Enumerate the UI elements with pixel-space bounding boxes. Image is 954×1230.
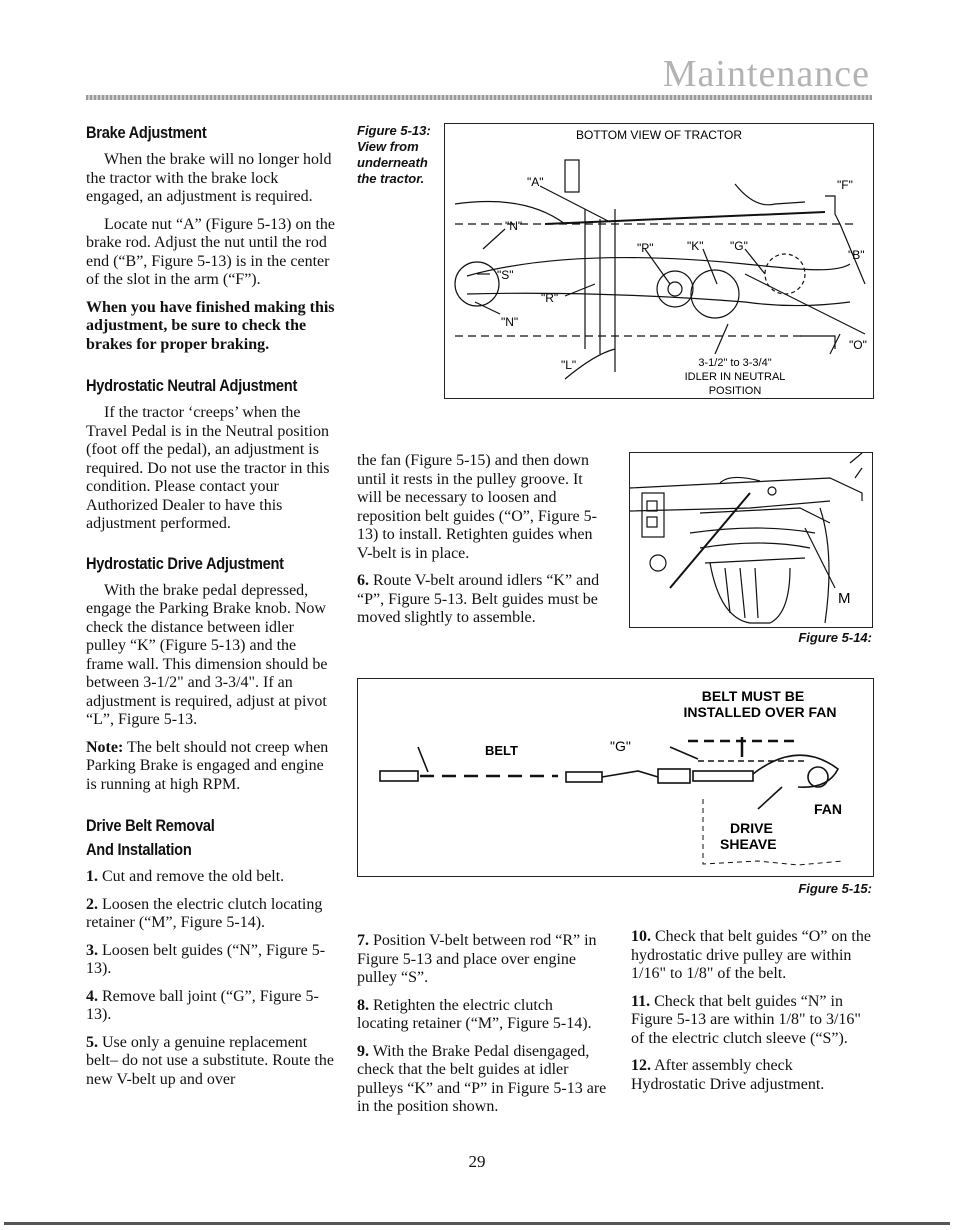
label-k: "K"	[687, 239, 704, 253]
label-o: "O"	[849, 338, 867, 352]
brake-p3: When you have finished making this adjustment, be sure to check the brakes for proper braking.	[86, 298, 335, 353]
label-g-fan: "G"	[610, 738, 631, 754]
label-p: "P"	[637, 241, 654, 255]
middle-p1: the fan (Figure 5-15) and then down until it rests in the pulley groove. It will be necessary to loosen and reposition belt guides (“O”, Figure 5-13) to install. Retighten guides when V-belt is in place.	[357, 452, 597, 562]
step-item: 4. Remove ball joint (“G”, Figure 5-13).	[86, 987, 319, 1023]
label-sheave: SHEAVE	[720, 836, 777, 852]
middle-column	[357, 452, 607, 637]
label-drive: DRIVE	[730, 820, 773, 836]
step-item: 11. Check that belt guides “N” in Figure 5-13 are within 1/8" to 3/16" of the electric clutch sleeve (“S”).	[631, 992, 861, 1047]
step-item: 3. Loosen belt guides (“N”, Figure 5-13).	[86, 941, 326, 977]
label-r: "R"	[541, 291, 559, 305]
label-f: "F"	[837, 178, 853, 192]
header-rule	[86, 95, 872, 100]
note-label: Note:	[86, 738, 124, 756]
label-g: "G"	[730, 239, 748, 253]
dimension-line-1: 3-1/2" to 3-3/4"	[698, 357, 772, 369]
label-a: "A"	[527, 175, 544, 189]
label-fan: FAN	[814, 801, 842, 817]
brake-p2: Locate nut “A” (Figure 5-13) on the brake rod. Adjust the nut until the rod end (“B”, Figure 5-13) is in the center of the slot in the arm (“F”).	[86, 215, 336, 288]
belt-removal-heading-2: And Installation	[86, 840, 192, 859]
fan-note-line-2: INSTALLED OVER FAN	[683, 704, 837, 720]
figure-5-14	[629, 452, 873, 628]
belt-over-fan-diagram	[358, 679, 873, 876]
note-text: The belt should not creep when Parking Brake is engaged and engine is running at high RPM.	[86, 738, 329, 793]
brake-adjustment-heading: Brake Adjustment	[86, 123, 207, 142]
electric-clutch-diagram	[630, 453, 872, 627]
figure-5-15-caption: Figure 5-15:	[798, 881, 872, 896]
label-belt: BELT	[485, 743, 518, 758]
drive-adjustment-heading: Hydrostatic Drive Adjustment	[86, 553, 284, 573]
left-column	[86, 123, 336, 1098]
label-n-top: "N"	[505, 219, 523, 233]
page-number: 29	[468, 1152, 486, 1171]
section-title: Maintenance	[662, 53, 870, 95]
dimension-line-2: IDLER IN NEUTRAL	[684, 371, 786, 383]
figure-5-13-caption: Figure 5-13: View from underneath the tractor.	[357, 123, 431, 186]
step-item: 7. Position V-belt between rod “R” in Figure 5-13 and place over engine pulley “S”.	[357, 932, 597, 986]
brake-p1: When the brake will no longer hold the tractor with the brake lock engaged, an adjustment is required.	[86, 151, 332, 205]
step-item: 9. With the Brake Pedal disengaged, check that the belt guides at idler pulleys “K” and “P” in Figure 5-13 are in the position shown.	[357, 1042, 607, 1115]
step-item: 12. After assembly check Hydrostatic Drive adjustment.	[631, 1057, 825, 1093]
figure-5-14-caption: Figure 5-14:	[798, 630, 872, 645]
step-item: 1. Cut and remove the old belt.	[86, 868, 285, 885]
label-l: "L"	[561, 358, 577, 372]
step-item: 2. Loosen the electric clutch locating retainer (“M”, Figure 5-14).	[86, 895, 323, 931]
bottom-middle-column	[357, 932, 607, 1126]
step-item: 10. Check that belt guides “O” on the hydrostatic drive pulley are within 1/16" to 1/8" of the belt.	[631, 928, 871, 982]
label-n-bottom: "N"	[501, 315, 519, 329]
label-m: M	[838, 590, 851, 607]
figure-5-13	[444, 123, 874, 399]
fan-note-line-1: BELT MUST BE	[701, 688, 805, 704]
drive-p1: With the brake pedal depressed, engage the Parking Brake knob. Now check the distance between idler pulley “K” (Figure 5-13) and the frame wall. This dimension should be between 3-1/2" and 3-3/4". If an adjustment is required, adjust at pivot “L”, Figure 5-13.	[86, 581, 328, 728]
label-s: "S"	[497, 268, 514, 282]
label-b: "B"	[848, 248, 865, 262]
drive-note	[86, 739, 336, 795]
step-item: 6. Route V-belt around idlers “K” and “P”, Figure 5-13. Belt guides must be moved slightly to assemble.	[357, 572, 600, 626]
figure-5-15	[357, 678, 874, 877]
figure-5-13-title: BOTTOM VIEW OF TRACTOR	[575, 128, 743, 142]
neutral-adjustment-heading: Hydrostatic Neutral Adjustment	[86, 376, 298, 395]
belt-removal-heading-1: Drive Belt Removal	[86, 816, 215, 835]
dimension-line-3: POSITION	[708, 385, 762, 397]
neutral-p1: If the tractor ‘creeps’ when the Travel Pedal is in the Neutral position (foot off the pedal), an adjustment is required. Do not use the tractor in this condition. Please contact your Authorized Dealer to have this adjustment performed.	[86, 404, 330, 532]
step-item: 5. Use only a genuine replacement belt– do not use a substitute. Route the new V-belt up and over	[86, 1033, 334, 1088]
step-item: 8. Retighten the electric clutch locating retainer (“M”, Figure 5-14).	[357, 996, 592, 1032]
bottom-right-column	[631, 928, 871, 1103]
bottom-rule	[4, 1222, 950, 1225]
tractor-bottom-view-diagram	[445, 124, 873, 398]
